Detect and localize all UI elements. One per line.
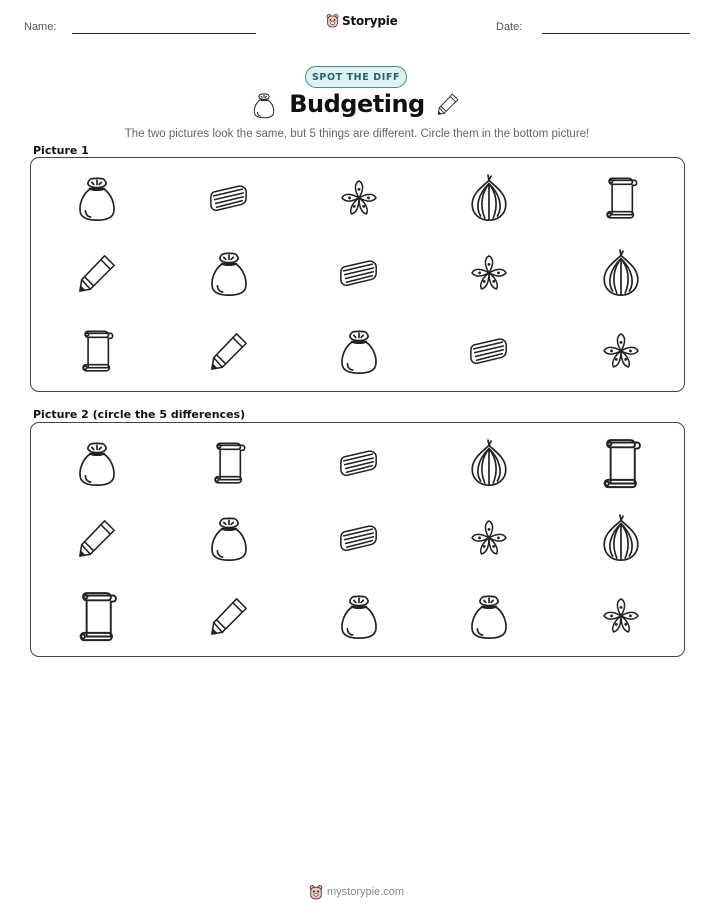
- name-label: Name:: [24, 21, 57, 33]
- bear-logo-icon: [326, 13, 339, 28]
- onion-icon[interactable]: [600, 514, 642, 562]
- instructions: The two pictures look the same, but 5 things are different. Circle them in the bottom picture!: [124, 128, 590, 140]
- page-title: Budgeting: [289, 90, 425, 118]
- scroll-icon[interactable]: [212, 439, 246, 486]
- scroll-icon[interactable]: [601, 435, 642, 491]
- brand-name: Storypie: [342, 13, 398, 28]
- money-bag-icon[interactable]: [338, 593, 380, 639]
- pencil-icon: [76, 252, 118, 294]
- pencil-icon[interactable]: [76, 517, 118, 559]
- picture2-label: Picture 2 (circle the 5 differences): [33, 408, 246, 421]
- scroll-icon: [80, 327, 114, 374]
- picture1-panel: [30, 157, 685, 392]
- money-bag-icon: [208, 250, 250, 296]
- picture2-panel[interactable]: [30, 422, 685, 657]
- date-line[interactable]: [542, 33, 690, 34]
- chocolate-bar-icon[interactable]: [338, 522, 380, 554]
- money-bag-icon: [252, 92, 276, 118]
- pencil-icon: [436, 92, 460, 116]
- picture1-label: Picture 1: [33, 144, 89, 157]
- money-bag-icon: [76, 175, 118, 221]
- onion-icon[interactable]: [468, 439, 510, 487]
- chocolate-bar-icon: [468, 335, 510, 367]
- basil-leaves-icon: [468, 254, 510, 292]
- basil-leaves-icon[interactable]: [600, 597, 642, 635]
- money-bag-icon[interactable]: [208, 515, 250, 561]
- chocolate-bar-icon[interactable]: [338, 447, 380, 479]
- basil-leaves-icon: [338, 179, 380, 217]
- brand-logo: [326, 13, 398, 28]
- footer-url: mystorypie.com: [327, 886, 405, 898]
- footer: [309, 884, 404, 900]
- date-label: Date:: [496, 21, 523, 33]
- basil-leaves-icon: [600, 332, 642, 370]
- money-bag-icon[interactable]: [76, 440, 118, 486]
- activity-badge: SPOT THE DIFF: [305, 66, 407, 88]
- bear-logo-icon: [309, 884, 323, 900]
- money-bag-icon[interactable]: [468, 593, 510, 639]
- name-line[interactable]: [72, 33, 256, 34]
- basil-leaves-icon[interactable]: [468, 519, 510, 557]
- chocolate-bar-icon: [338, 257, 380, 289]
- money-bag-icon: [338, 328, 380, 374]
- onion-icon: [600, 249, 642, 297]
- onion-icon: [468, 174, 510, 222]
- pencil-icon[interactable]: [208, 595, 250, 637]
- chocolate-bar-icon: [208, 182, 250, 214]
- scroll-icon: [604, 174, 638, 221]
- scroll-icon[interactable]: [77, 588, 118, 644]
- pencil-icon: [208, 330, 250, 372]
